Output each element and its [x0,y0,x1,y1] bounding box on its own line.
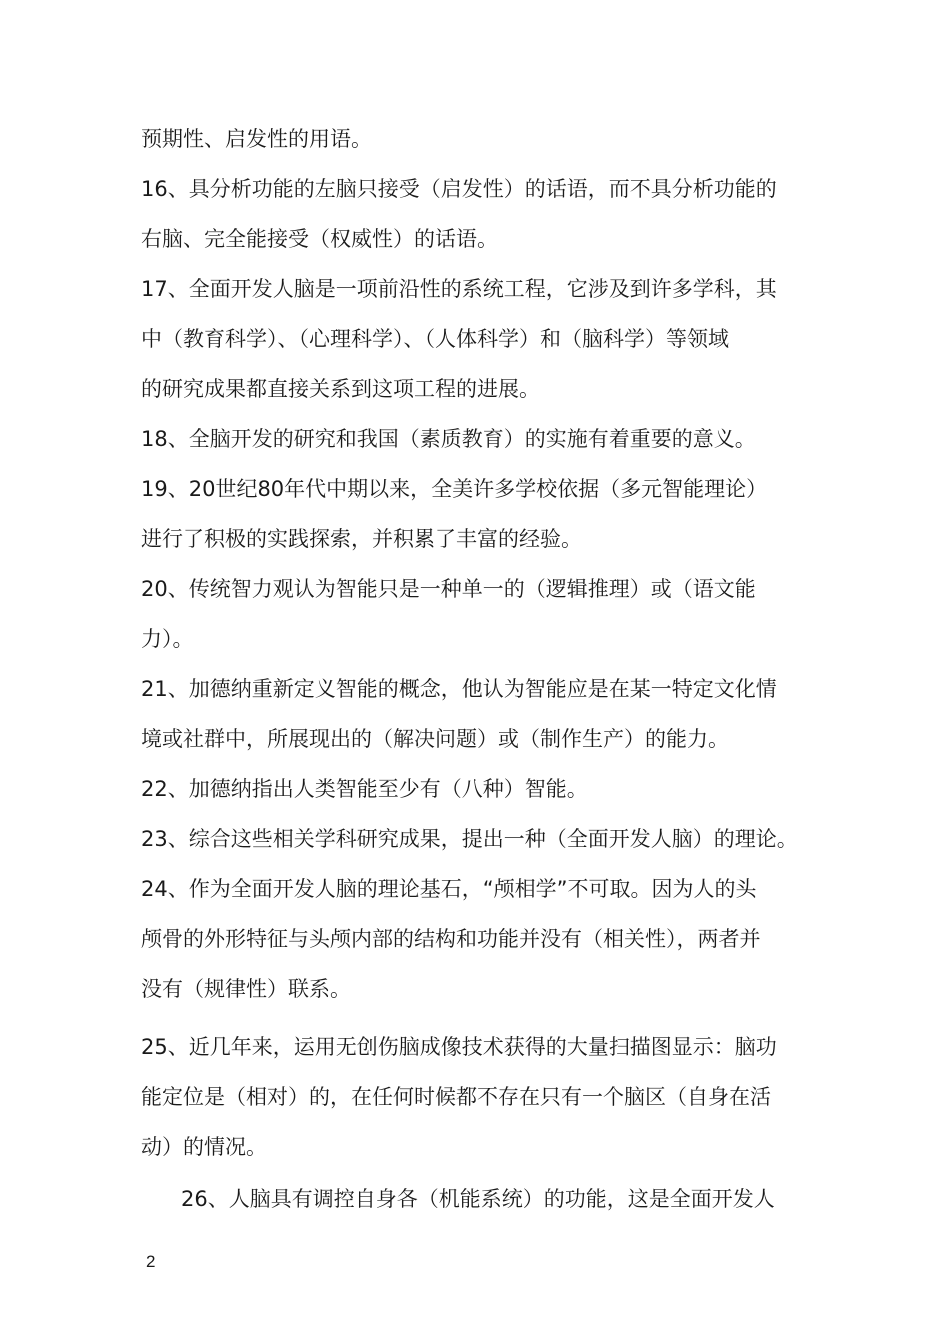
text-line: 能定位是（相对）的，在任何时候都不存在只有一个脑区（自身在活 [141,1085,771,1109]
text-line: 预期性、启发性的用语。 [141,127,372,151]
text-line: 境或社群中，所展现出的（解决问题）或（制作生产）的能力。 [141,727,729,751]
text-line: 25、近几年来，运用无创伤脑成像技术获得的大量扫描图显示：脑功 [141,1035,777,1059]
text-line: 22、加德纳指出人类智能至少有（八种）智能。 [141,777,588,801]
text-line: 20、传统智力观认为智能只是一种单一的（逻辑推理）或（语文能 [141,577,756,601]
text-line: 颅骨的外形特征与头颅内部的结构和功能并没有（相关性），两者并 [141,927,761,951]
text-line: 23、综合这些相关学科研究成果，提出一种（全面开发人脑）的理论。 [141,827,798,851]
text-line: 21、加德纳重新定义智能的概念，他认为智能应是在某一特定文化情 [141,677,777,701]
text-line: 的研究成果都直接关系到这项工程的进展。 [141,377,540,401]
text-line: 26、人脑具有调控自身各（机能系统）的功能，这是全面开发人 [181,1187,775,1211]
text-line: 没有（规律性）联系。 [141,977,351,1001]
text-line: 动）的情况。 [141,1135,267,1159]
text-line: 中（教育科学）、（心理科学）、（人体科学）和（脑科学）等领域 [141,327,729,351]
text-line: 19、20世纪80年代中期以来，全美许多学校依据（多元智能理论） [141,477,768,501]
text-line: 17、全面开发人脑是一项前沿性的系统工程，它涉及到许多学科，其 [141,277,777,301]
page-number: 2 [146,1252,156,1271]
text-line: 18、全脑开发的研究和我国（素质教育）的实施有着重要的意义。 [141,427,756,451]
text-line: 24、作为全面开发人脑的理论基石，“颅相学”不可取。因为人的头 [141,877,757,901]
text-line: 右脑、完全能接受（权威性）的话语。 [141,227,498,251]
text-line: 力）。 [141,627,194,651]
text-line: 进行了积极的实践探索，并积累了丰富的经验。 [141,527,582,551]
text-line: 16、具分析功能的左脑只接受（启发性）的话语，而不具分析功能的 [141,177,777,201]
